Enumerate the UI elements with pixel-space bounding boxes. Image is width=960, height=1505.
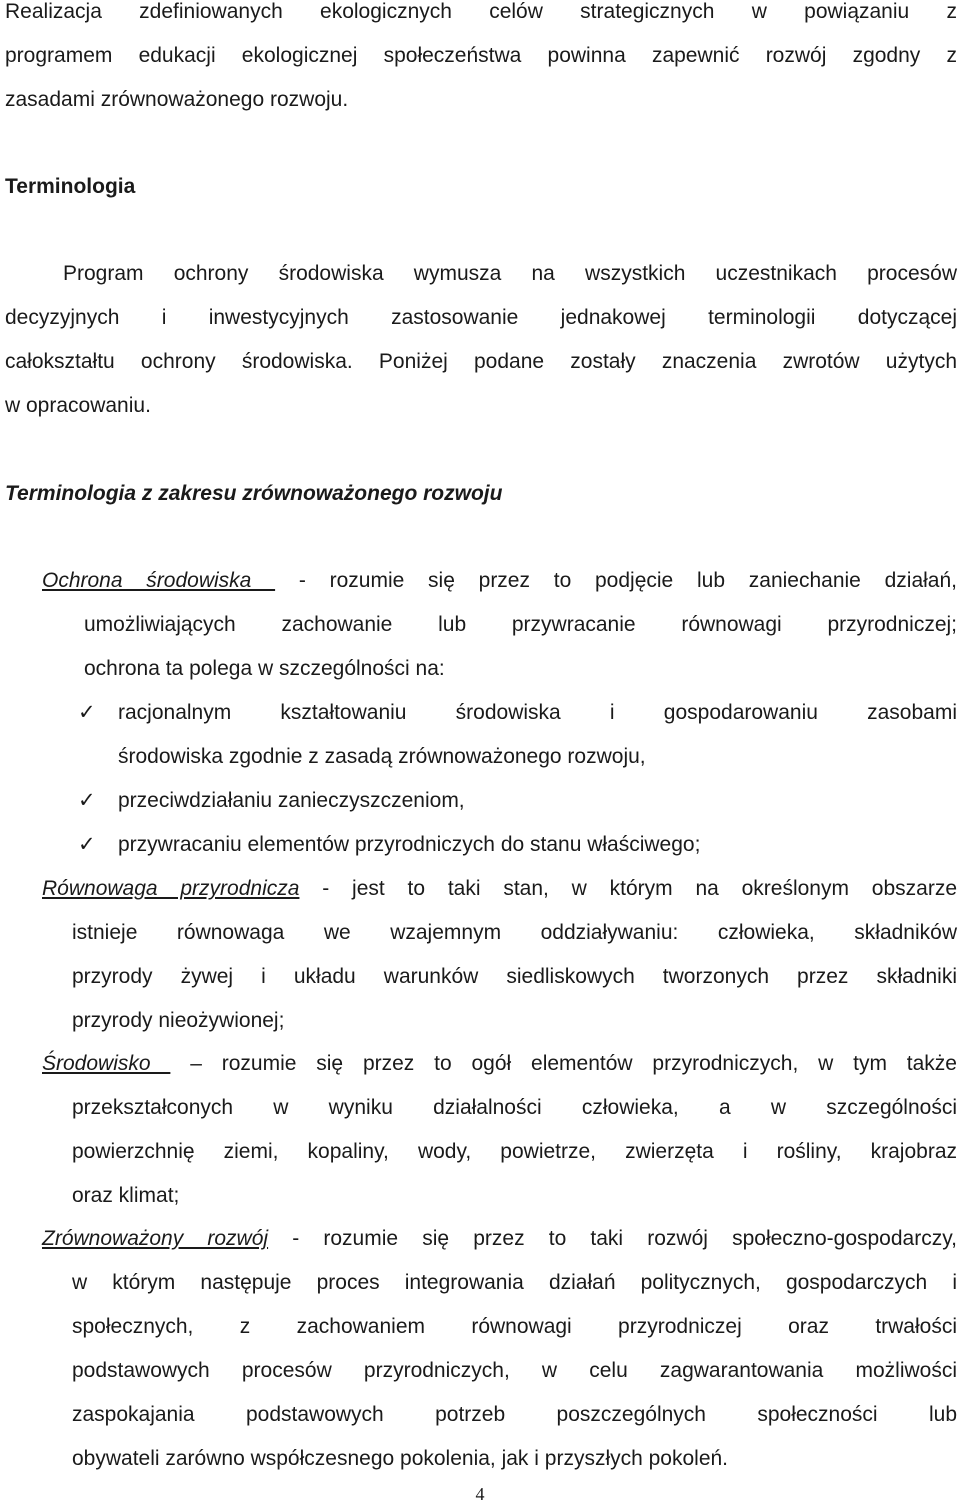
bullet-line: racjonalnym kształtowaniu środowiska i gospodarowaniu zasobami — [118, 701, 957, 724]
definition-first-line — [42, 569, 957, 593]
intro-line: zasadami zrównoważonego rozwoju. — [5, 88, 349, 111]
paragraph-line: decyzyjnych i inwestycyjnych zastosowanie jednakowej terminologii dotyczącej — [5, 306, 957, 329]
definition-line: zaspokajania podstawowych potrzeb poszczególnych społeczności lub — [72, 1403, 957, 1426]
intro-line: programem edukacji ekologicznej społeczeństwa powinna zapewnić rozwój zgodny z — [5, 44, 957, 67]
definition-line: umożliwiających zachowanie lub przywracanie równowagi przyrodniczej; — [84, 613, 957, 636]
definition-line: przekształconych w wyniku działalności człowieka, a w szczególności — [72, 1096, 957, 1119]
definition-text: – rozumie się przez to ogół elementów przyrodniczych, w tym także — [170, 1052, 957, 1075]
definition-line: obywateli zarówno współczesnego pokolenia, jak i przyszłych pokoleń. — [72, 1447, 729, 1470]
definition-line: ochrona ta polega w szczególności na: — [84, 657, 445, 680]
bullet-line: przeciwdziałaniu zanieczyszczeniom, — [118, 789, 465, 812]
section-heading-sustainable-development: Terminologia z zakresu zrównoważonego rozwoju — [5, 482, 503, 505]
definition-term: Równowaga przyrodnicza — [42, 877, 300, 900]
definition-line: społecznych, z zachowaniem równowagi przyrodniczej oraz trwałości — [72, 1315, 957, 1338]
page-number: 4 — [475, 1484, 485, 1504]
definition-first-line — [42, 877, 957, 901]
intro-line: Realizacja zdefiniowanych ekologicznych celów strategicznych w powiązaniu z — [5, 0, 957, 23]
definition-line: powierzchnię ziemi, kopaliny, wody, powietrze, zwierzęta i rośliny, krajobraz — [72, 1140, 957, 1163]
definition-line: przyrody żywej i układu warunków siedliskowych tworzonych przez składniki — [72, 965, 957, 988]
definition-line: podstawowych procesów przyrodniczych, w celu zagwarantowania możliwości — [72, 1359, 957, 1382]
checkmark-icon: ✓ — [78, 832, 96, 856]
definition-first-line — [42, 1227, 957, 1251]
definition-first-line — [42, 1052, 957, 1076]
definition-line: istnieje równowaga we wzajemnym oddziaływaniu: człowieka, składników — [72, 921, 957, 944]
checkmark-icon: ✓ — [78, 700, 96, 724]
definition-line: w którym następuje proces integrowania działań politycznych, gospodarczych i — [72, 1271, 957, 1294]
definition-line: oraz klimat; — [72, 1184, 180, 1207]
definition-term: Zrównoważony rozwój — [42, 1227, 269, 1250]
definition-term: Środowisko — [42, 1052, 171, 1075]
definition-line: przyrody nieożywionej; — [72, 1009, 285, 1032]
definition-text: - rozumie się przez to podjęcie lub zaniechanie działań, — [275, 569, 957, 592]
bullet-line: przywracaniu elementów przyrodniczych do stanu właściwego; — [118, 833, 701, 856]
paragraph-line: w opracowaniu. — [5, 394, 151, 417]
paragraph-line: całokształtu ochrony środowiska. Poniżej podane zostały znaczenia zwrotów użytych — [5, 350, 957, 373]
checkmark-icon: ✓ — [78, 788, 96, 812]
paragraph-line: Program ochrony środowiska wymusza na wszystkich uczestnikach procesów — [63, 262, 957, 285]
bullet-line: środowiska zgodnie z zasadą zrównoważonego rozwoju, — [118, 745, 646, 768]
section-heading-terminology: Terminologia — [5, 175, 136, 198]
definition-text: - rozumie się przez to taki rozwój społeczno-gospodarczy, — [268, 1227, 957, 1250]
definition-term: Ochrona środowiska — [42, 569, 276, 592]
definition-text: - jest to taki stan, w którym na określonym obszarze — [299, 877, 957, 900]
